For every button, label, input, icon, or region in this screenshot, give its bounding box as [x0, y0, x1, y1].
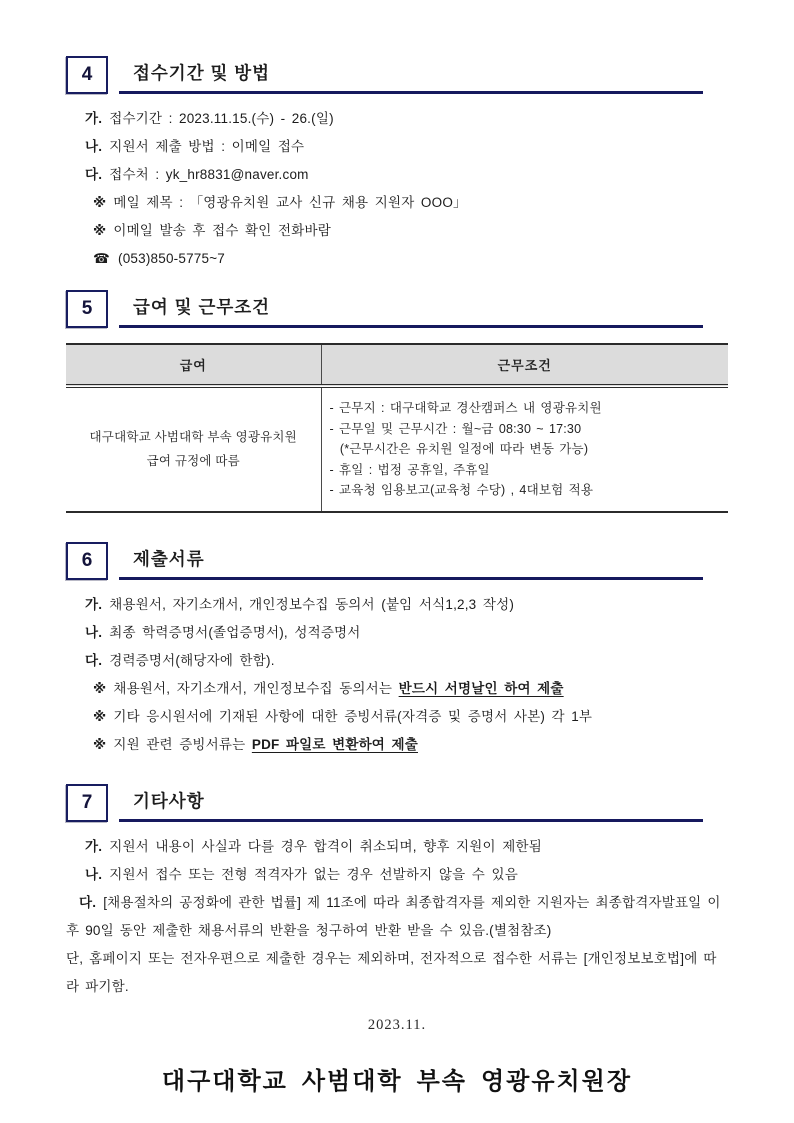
section-7-title-rule	[119, 784, 703, 822]
note-item	[66, 189, 728, 217]
item-prefix: 가.	[85, 838, 103, 854]
phone-number: (053)850-5775~7	[118, 251, 225, 266]
reference-mark-icon: ※	[93, 195, 107, 210]
section-5-header	[66, 290, 703, 328]
section-6-title-rule	[119, 542, 703, 580]
section-4-title: 접수기간 및 방법	[133, 63, 271, 83]
item-prefix: 다.	[79, 894, 97, 910]
section-7-number: 7	[81, 791, 93, 813]
section-6-header	[66, 542, 703, 580]
table-header-row	[66, 344, 728, 386]
item-prefix: 다.	[85, 652, 103, 668]
item-text: 기타 응시원서에 기재된 사항에 대한 증빙서류(자격증 및 증명서 사본) 각 1부	[113, 708, 593, 724]
column-header-salary: 급여	[66, 344, 321, 386]
item-prefix: 나.	[85, 866, 103, 882]
note-item	[66, 675, 728, 703]
section-7-number-box	[66, 784, 108, 822]
reference-mark-icon: ※	[93, 736, 107, 752]
section-6-number: 6	[81, 549, 93, 571]
item-text: 메일 제목 : 「영광유치원 교사 신규 채용 지원자 OOO」	[113, 195, 467, 210]
paragraph-text: 단, 홈페이지 또는 전자우편으로 제출한 경우는 제외하며, 전자적으로 접수한 서류는 [개인정보보호법]에 따라 파기함.	[66, 950, 717, 994]
reference-mark-icon: ※	[93, 708, 107, 724]
item-text: 지원서 접수 또는 전형 적격자가 없는 경우 선발하지 않을 수 있음	[109, 866, 518, 882]
phone-icon: ☎	[93, 251, 111, 266]
note-item	[66, 217, 728, 245]
item-prefix: 다.	[85, 167, 103, 182]
condition-line: - 휴일 : 법정 공휴일, 주휴일	[329, 462, 490, 477]
salary-line: 급여 규정에 따름	[146, 454, 240, 469]
note-item	[66, 703, 728, 731]
list-item	[66, 105, 728, 133]
item-prefix: 나.	[85, 139, 103, 154]
item-text: 지원 관련 증빙서류는	[113, 736, 252, 752]
section-4-header	[66, 56, 703, 94]
reference-mark-icon: ※	[93, 223, 107, 238]
table-row	[66, 386, 728, 512]
item-text: 최종 학력증명서(졸업증명서), 성적증명서	[109, 624, 361, 640]
list-item	[66, 647, 728, 675]
section-7-title: 기타사항	[133, 790, 205, 811]
section-4-items	[66, 105, 728, 273]
condition-line: - 근무지 : 대구대학교 경산캠퍼스 내 영광유치원	[329, 401, 602, 415]
section-7-items	[66, 833, 728, 1001]
condition-line: - 교육청 임용보고(교육청 수당) , 4대보험 적용	[329, 483, 594, 497]
list-item	[66, 833, 728, 861]
section-5-title: 급여 및 근무조건	[133, 297, 271, 317]
salary-line: 대구대학교 사범대학 부속 영광유치원	[89, 430, 297, 445]
item-text: 접수기간 : 2023.11.15.(수) - 26.(일)	[109, 111, 334, 126]
list-item	[66, 133, 728, 161]
paragraph	[66, 889, 728, 945]
section-salary-conditions	[66, 290, 728, 513]
list-item-email	[66, 161, 728, 189]
condition-line: - 근무일 및 근무시간 : 월~금 08:30 ~ 17:30	[329, 421, 582, 436]
list-item	[66, 619, 728, 647]
section-7-header	[66, 784, 703, 822]
section-reception-period	[66, 56, 728, 273]
reference-mark-icon: ※	[93, 680, 107, 696]
conditions-cell	[321, 386, 728, 512]
column-header-conditions: 근무조건	[321, 344, 728, 386]
item-text: 채용원서, 자기소개서, 개인정보수집 동의서 (붙임 서식1,2,3 작성)	[109, 596, 515, 612]
item-text: 이메일 발송 후 접수 확인 전화바람	[113, 223, 331, 238]
list-item	[66, 861, 728, 889]
item-text: 지원서 내용이 사실과 다를 경우 합격이 취소되며, 향후 지원이 제한됨	[109, 838, 542, 854]
item-prefix: 가.	[85, 596, 103, 612]
document-date: 2023.11.	[367, 1016, 427, 1033]
emphasized-text: PDF 파일로 변환하여 제출	[251, 736, 418, 752]
note-item	[66, 731, 728, 759]
signature-title: 대구대학교 사범대학 부속 영광유치원장	[161, 1068, 633, 1095]
phone-item	[66, 245, 728, 273]
condition-line: (*근무시간은 유치원 일정에 따라 변동 가능)	[329, 442, 589, 456]
email-text: 접수처 : yk_hr8831@naver.com	[109, 167, 309, 182]
paragraph	[66, 945, 728, 1001]
emphasized-text: 반드시 서명날인 하여 제출	[398, 680, 564, 696]
section-4-title-rule	[119, 56, 703, 94]
section-4-number-box	[66, 56, 108, 94]
section-required-documents	[66, 542, 728, 759]
item-text: 지원서 제출 방법 : 이메일 접수	[109, 139, 305, 154]
item-text: 경력증명서(해당자에 한함).	[109, 652, 275, 668]
item-prefix: 나.	[85, 624, 103, 640]
section-5-title-rule	[119, 290, 703, 328]
section-5-number-box	[66, 290, 108, 328]
section-6-items	[66, 591, 728, 759]
section-5-number: 5	[81, 298, 93, 319]
item-text: 채용원서, 자기소개서, 개인정보수집 동의서는	[113, 680, 399, 696]
salary-cell	[66, 386, 321, 512]
section-6-number-box	[66, 542, 108, 580]
section-other-matters	[66, 784, 728, 1001]
list-item	[66, 591, 728, 619]
salary-conditions-table	[66, 343, 728, 513]
item-prefix: 가.	[85, 111, 103, 126]
section-4-number: 4	[81, 64, 93, 85]
section-6-title: 제출서류	[133, 548, 205, 569]
paragraph-text: [채용절차의 공정화에 관한 법률] 제 11조에 따라 최종합격자를 제외한 지원자는 최종합격자발표일 이후 90일 동안 제출한 채용서류의 반환을 청구하여 반환 받을 수 있음.(별첨참조)	[66, 894, 721, 938]
